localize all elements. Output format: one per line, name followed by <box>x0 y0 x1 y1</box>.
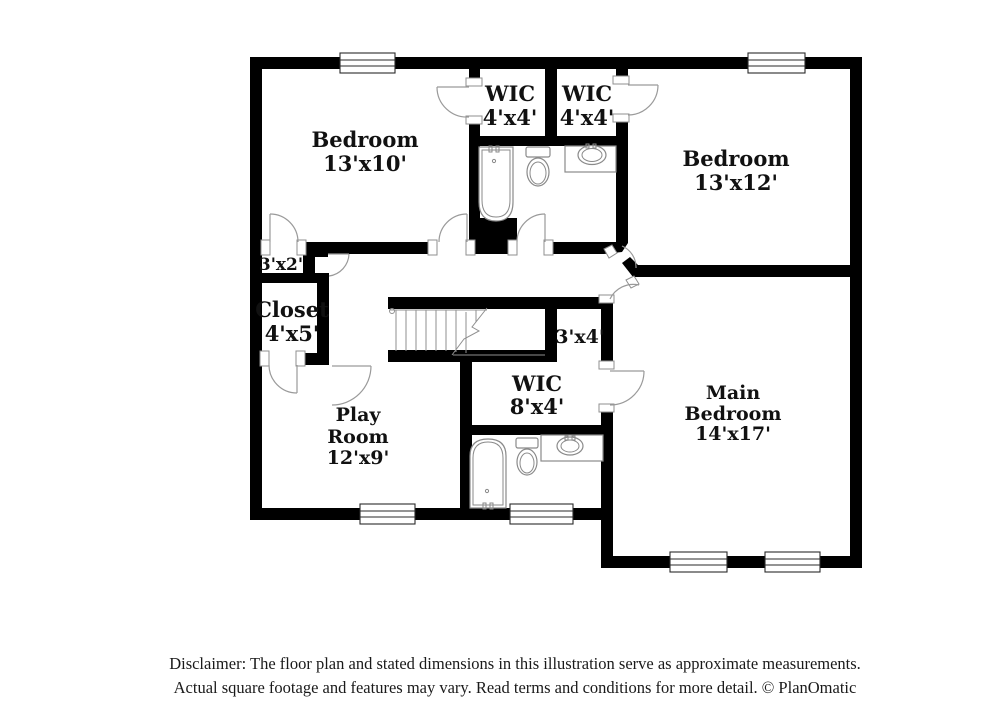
room-dims-bedroom-top-right: 13'x12' <box>694 170 778 195</box>
room-label-play-room-1: Play <box>335 404 381 426</box>
disclaimer-line1: Disclaimer: The floor plan and stated dimensions in this illustration serve as approximate measurements. <box>169 654 861 673</box>
room-dims-hall-nook: 3'x4' <box>555 326 605 348</box>
room-label-bedroom-top-right: Bedroom <box>682 146 790 171</box>
room-label-closet: Closet <box>255 297 329 322</box>
bathroom-bottom-fixtures <box>470 435 603 509</box>
window-symbol <box>748 53 805 73</box>
window-symbol <box>765 552 820 572</box>
disclaimer <box>169 654 861 697</box>
room-dims-wic-right: 4'x4' <box>559 105 615 130</box>
window-symbol <box>340 53 395 73</box>
door-arc <box>270 214 298 242</box>
room-dims-bedroom-top-left: 13'x10' <box>323 151 407 176</box>
room-label-main-bedroom-1: Main <box>705 382 761 404</box>
door-arc <box>628 85 658 115</box>
window-symbol <box>670 552 727 572</box>
bathroom-top-fixtures <box>479 144 616 221</box>
room-dims-wic-main: 8'x4' <box>509 394 565 419</box>
room-dims-closet: 4'x5' <box>264 321 320 346</box>
window-symbol <box>510 504 573 524</box>
door-arc <box>437 87 469 117</box>
door-arc <box>332 366 371 405</box>
room-label-main-bedroom-2: Bedroom <box>684 403 782 425</box>
sink-icon <box>565 144 616 172</box>
room-dims-wic-left: 4'x4' <box>482 105 538 130</box>
door-arc <box>269 365 297 393</box>
door-arc <box>517 214 545 242</box>
room-label-wic-right: WIC <box>561 81 613 106</box>
room-dims-main-bedroom: 14'x17' <box>695 423 771 445</box>
bathtub-icon <box>470 439 506 509</box>
room-dims-play-room: 12'x9' <box>326 447 390 469</box>
room-label-wic-left: WIC <box>484 81 536 106</box>
sink-icon <box>541 435 603 461</box>
bathtub-icon <box>479 146 513 221</box>
door-arc <box>328 254 349 276</box>
room-label-wic-main: WIC <box>511 371 563 396</box>
disclaimer-line2: Actual square footage and features may vary. Read terms and conditions for more detail. © PlanOmatic <box>173 678 857 697</box>
door-arc <box>610 371 644 405</box>
room-label-bedroom-top-left: Bedroom <box>311 127 419 152</box>
room-label-play-room-2: Room <box>327 426 389 448</box>
room-dims-nook: 3'x2' <box>258 255 304 275</box>
door-arc <box>439 214 467 242</box>
toilet-icon <box>526 147 550 186</box>
staircase <box>390 308 546 355</box>
toilet-icon <box>516 438 538 475</box>
window-symbol <box>360 504 415 524</box>
